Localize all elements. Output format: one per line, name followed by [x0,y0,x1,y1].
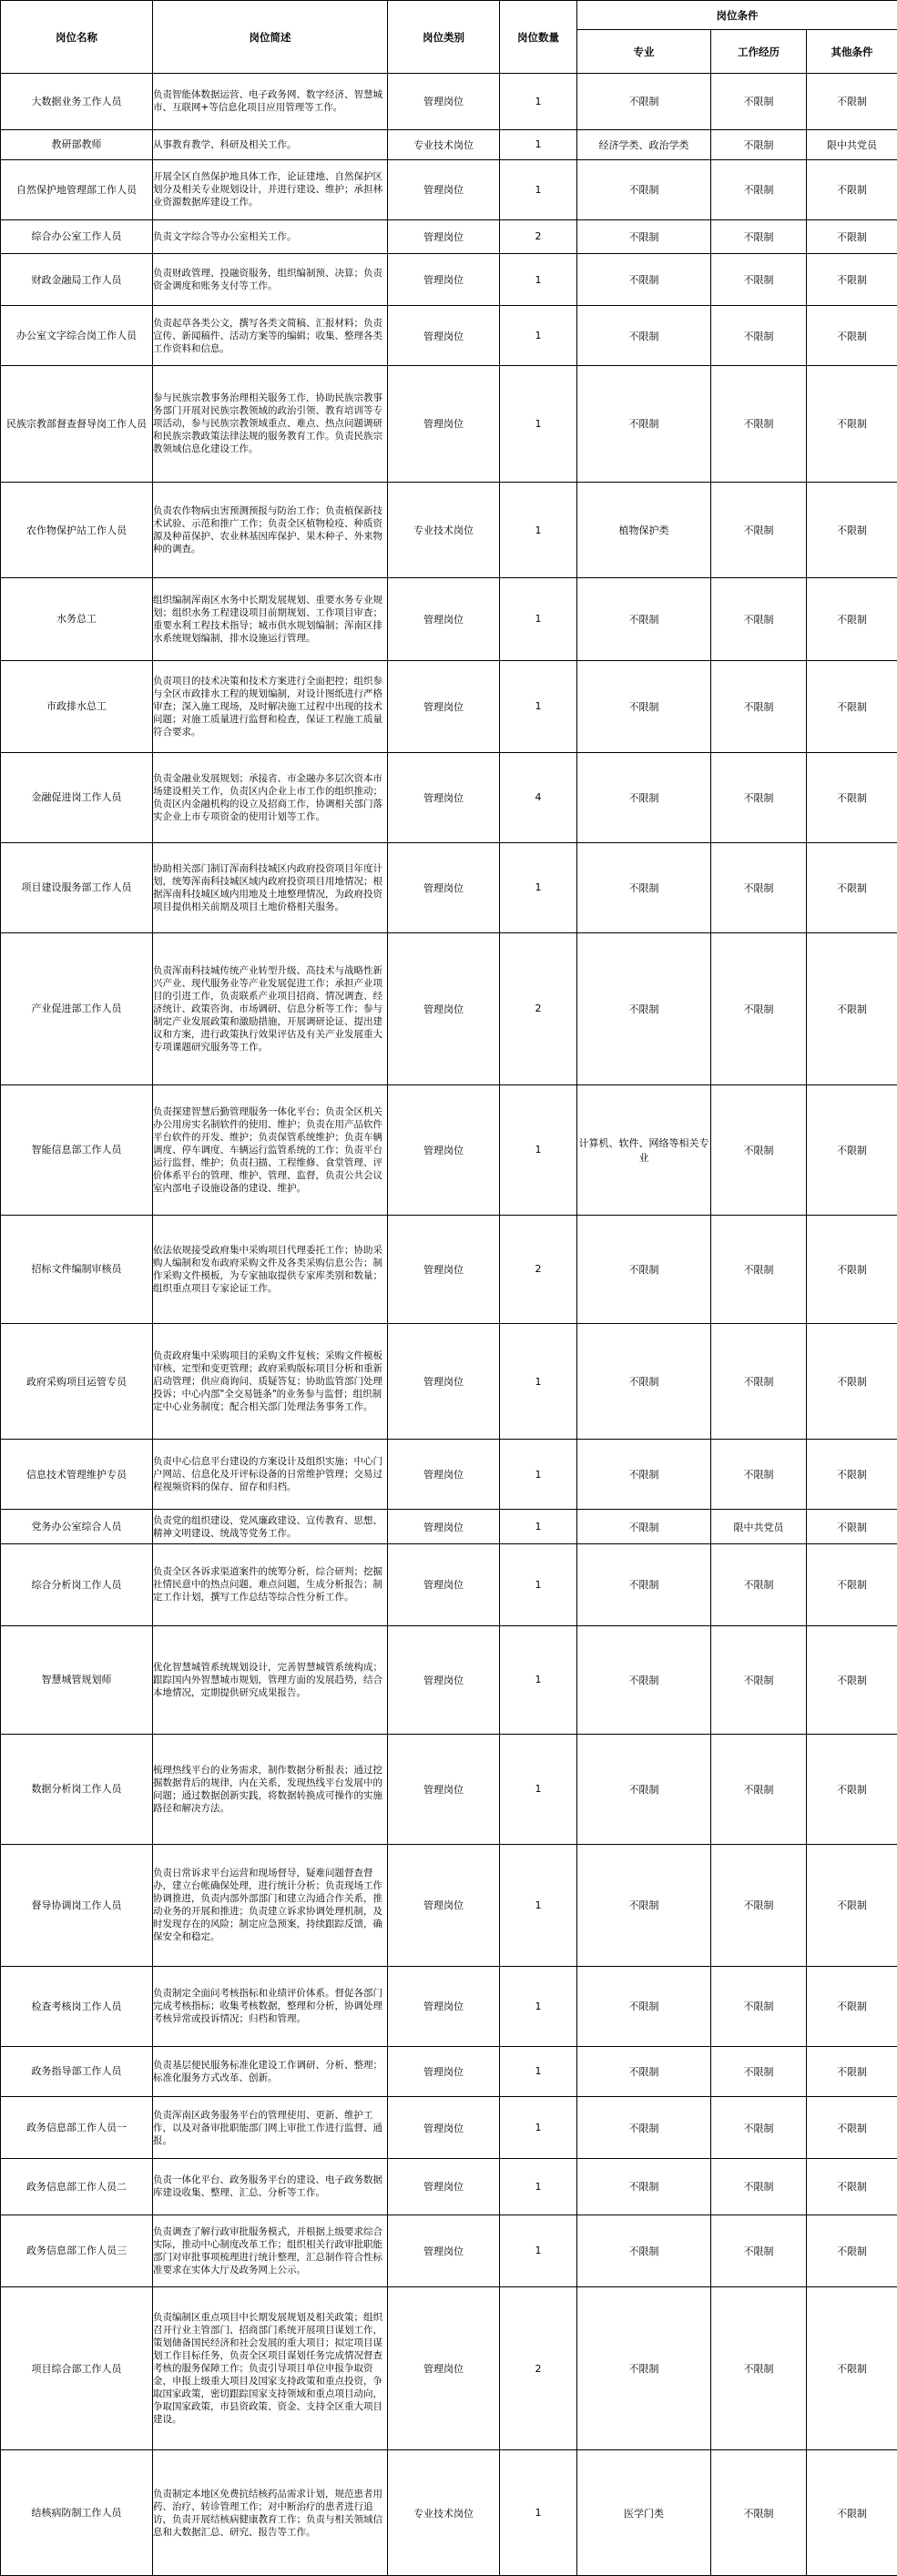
table-row [1,752,897,842]
job-name: 自然保护地管理部工作人员 [1,159,153,219]
job-experience: 限中共党员 [711,1510,807,1543]
table-row [1,2286,897,2449]
job-category: 管理岗位 [388,1543,500,1625]
job-count: 1 [500,660,577,752]
job-category: 管理岗位 [388,1084,500,1215]
job-experience: 不限制 [711,1543,807,1625]
job-description: 梳理热线平台的业务需求，制作数据分析报表；通过挖掘数据背后的规律，内在关系，发现热线平台发展中的问题；通过数据创新实践，将数据转换成可操作的实施路径和解决方法。 [153,1734,388,1844]
job-name: 金融促进岗工作人员 [1,752,153,842]
job-name: 项目综合部工作人员 [1,2286,153,2449]
job-name: 检查考核岗工作人员 [1,1966,153,2046]
header-major: 专业 [577,30,711,74]
job-name: 政务信息部工作人员三 [1,2215,153,2286]
job-category: 管理岗位 [388,1966,500,2046]
job-count: 1 [500,253,577,305]
job-experience: 不限制 [711,253,807,305]
job-experience: 不限制 [711,2159,807,2215]
job-description: 负责浑南区政务服务平台的管理使用、更新、维护工作，以及对备审批职能部门网上审批工作进行监督、通报。 [153,2096,388,2158]
job-experience: 不限制 [711,2450,807,2576]
job-description: 负责党的组织建设、党风廉政建设、宣传教育、思想、精神文明建设、统战等党务工作。 [153,1510,388,1543]
job-count: 1 [500,1543,577,1625]
header-other: 其他条件 [807,30,897,74]
job-experience: 不限制 [711,2286,807,2449]
job-description: 负责日常诉求平台运营和现场督导，疑难问题督查督办，建立台帐确保处理，进行统计分析；负责现场工作协调推进，负责内部外部部门和建立沟通合作关系，推动业务的开展和推进；负责建立诉求协调处理机制，及时发现存在的风险；制定应急预案，持续跟踪反馈，确保安全和稳定。 [153,1844,388,1966]
job-major: 不限制 [577,159,711,219]
job-experience: 不限制 [711,129,807,159]
job-count: 1 [500,1440,577,1510]
job-name: 结核病防制工作人员 [1,2450,153,2576]
job-category: 管理岗位 [388,1323,500,1440]
job-major: 不限制 [577,660,711,752]
job-name: 教研部教师 [1,129,153,159]
job-description: 负责探建智慧后勤管理服务一体化平台；负责全区机关办公用房实名制软件的使用、维护；负责在用产品软件平台软件的开发、维护；负责保管系统维护；负责车辆调度、停车调度、车辆运行监管系统的工作；负责平台运行监督、维护；负责扫描、工程维修、食堂管理、评价体系平台的管理、维护、管理、监督，负责公共会议室内部电子设施设备的建设、维护。 [153,1084,388,1215]
job-category: 管理岗位 [388,219,500,253]
header-conditions: 岗位条件 [577,1,897,30]
job-name: 市政排水总工 [1,660,153,752]
job-experience: 不限制 [711,660,807,752]
job-major: 不限制 [577,1734,711,1844]
job-other-condition: 不限制 [807,159,897,219]
job-category: 管理岗位 [388,842,500,932]
job-category: 管理岗位 [388,660,500,752]
job-experience: 不限制 [711,752,807,842]
job-other-condition: 不限制 [807,366,897,483]
job-major: 不限制 [577,2159,711,2215]
job-experience: 不限制 [711,1844,807,1966]
job-other-condition: 不限制 [807,2215,897,2286]
table-row [1,1734,897,1844]
job-count: 1 [500,74,577,130]
job-major: 不限制 [577,253,711,305]
job-other-condition: 不限制 [807,2159,897,2215]
job-other-condition: 不限制 [807,1844,897,1966]
job-name: 智慧城管规划师 [1,1625,153,1734]
job-other-condition: 限中共党员 [807,129,897,159]
job-major: 不限制 [577,366,711,483]
job-description: 负责金融业发展规划；承接省、市金融办多层次资本市场建设相关工作，负责区内企业上市工作的组织推动；负责区内金融机构的设立及招商工作，协调相关部门落实企业上市专项资金的使用计划等工作。 [153,752,388,842]
job-category: 管理岗位 [388,74,500,130]
job-other-condition: 不限制 [807,2096,897,2158]
header-category: 岗位类别 [388,1,500,74]
table-row [1,842,897,932]
job-other-condition: 不限制 [807,1440,897,1510]
table-row [1,129,897,159]
table-row [1,482,897,578]
header-count: 岗位数量 [500,1,577,74]
job-experience: 不限制 [711,482,807,578]
job-major: 不限制 [577,2096,711,2158]
header-description: 岗位简述 [153,1,388,74]
table-row [1,2096,897,2158]
table-row [1,366,897,483]
job-name: 办公室文字综合岗工作人员 [1,306,153,366]
table-row [1,306,897,366]
job-major: 不限制 [577,219,711,253]
job-experience: 不限制 [711,366,807,483]
job-major: 不限制 [577,752,711,842]
job-name: 数据分析岗工作人员 [1,1734,153,1844]
job-other-condition: 不限制 [807,1543,897,1625]
job-experience: 不限制 [711,219,807,253]
job-major: 不限制 [577,1625,711,1734]
job-experience: 不限制 [711,1440,807,1510]
job-other-condition: 不限制 [807,1323,897,1440]
table-row [1,2046,897,2096]
job-category: 管理岗位 [388,578,500,660]
job-name: 政务信息部工作人员一 [1,2096,153,2158]
job-description: 负责政府集中采购项目的采购文件复核；采购文件模板审核、定型和变更管理；政府采购版标项目分析和重新启动管理；供应商询问、质疑答复；协助监管部门处理投诉；中心内部"全交易链条"的业务参与监督；组织制定中心业务制度；配合相关部门处理法务事务工作。 [153,1323,388,1440]
job-major: 不限制 [577,1215,711,1323]
job-count: 2 [500,2286,577,2449]
table-row [1,1510,897,1543]
job-experience: 不限制 [711,842,807,932]
job-experience: 不限制 [711,159,807,219]
job-name: 政府采购项目运管专员 [1,1323,153,1440]
job-category: 管理岗位 [388,306,500,366]
job-category: 管理岗位 [388,2215,500,2286]
job-experience: 不限制 [711,306,807,366]
job-experience: 不限制 [711,1084,807,1215]
job-description: 负责智能体数据运营、电子政务网、数字经济、智慧城市、互联网+等信息化项目应用管理等工作。 [153,74,388,130]
job-category: 管理岗位 [388,366,500,483]
job-description: 负责编制区重点项目中长期发展规划及相关政策；组织召开行业主管部门、招商部门系统开展项目谋划工作，策划储备国民经济和社会发展的重大项目；拟定项目谋划工作目标任务，负责全区项目谋划任务完成情况督查考核的服务保障工作；负责引导项目单位申报争取资金，申报上级重大项目及国家支持政策和重点投资，争取国家政策，密切跟踪国家支持领域和重点项目动向，争取国家政策，市县资政策、资金、支持全区重大项目建设。 [153,2286,388,2449]
table-header-row [1,1,897,30]
job-category: 管理岗位 [388,1510,500,1543]
job-major: 不限制 [577,1510,711,1543]
job-name: 大数据业务工作人员 [1,74,153,130]
job-other-condition: 不限制 [807,752,897,842]
job-other-condition: 不限制 [807,2286,897,2449]
job-name: 招标文件编制审核员 [1,1215,153,1323]
job-count: 1 [500,2046,577,2096]
job-count: 1 [500,1625,577,1734]
job-major: 不限制 [577,74,711,130]
job-category: 管理岗位 [388,1844,500,1966]
table-row [1,1625,897,1734]
job-description: 负责全区各诉求渠道案件的统筹分析，综合研判；挖掘社情民意中的热点问题、难点问题，生成分析报告；制定工作计划，撰写工作总结等综合性分析工作。 [153,1543,388,1625]
job-other-condition: 不限制 [807,660,897,752]
job-category: 管理岗位 [388,2159,500,2215]
job-count: 4 [500,752,577,842]
job-name: 综合办公室工作人员 [1,219,153,253]
job-major: 医学门类 [577,2450,711,2576]
job-category: 管理岗位 [388,752,500,842]
job-count: 1 [500,129,577,159]
job-count: 1 [500,159,577,219]
job-count: 1 [500,2159,577,2215]
table-row [1,1084,897,1215]
job-major: 不限制 [577,1844,711,1966]
job-name: 产业促进部工作人员 [1,932,153,1084]
job-count: 2 [500,932,577,1084]
job-name: 财政金融局工作人员 [1,253,153,305]
job-name: 政务指导部工作人员 [1,2046,153,2096]
job-count: 1 [500,1734,577,1844]
job-other-condition: 不限制 [807,1215,897,1323]
header-experience: 工作经历 [711,30,807,74]
job-name: 综合分析岗工作人员 [1,1543,153,1625]
job-major: 经济学类、政治学类 [577,129,711,159]
job-category: 管理岗位 [388,1625,500,1734]
job-experience: 不限制 [711,1323,807,1440]
job-experience: 不限制 [711,2096,807,2158]
job-category: 专业技术岗位 [388,482,500,578]
table-row [1,578,897,660]
job-category: 管理岗位 [388,2046,500,2096]
job-category: 管理岗位 [388,1734,500,1844]
job-major: 不限制 [577,1440,711,1510]
job-description: 依法依规接受政府集中采购项目代理委托工作；协助采购人编制和发布政府采购文件及各类采购信息公告；制作采购文件模板，为专家抽取提供专家库类别和数量；组织重点项目专家论证工作。 [153,1215,388,1323]
job-name: 党务办公室综合人员 [1,1510,153,1543]
job-count: 2 [500,219,577,253]
job-description: 负责一体化平台、政务服务平台的建设、电子政务数据库建设收集、整理、汇总、分析等工作。 [153,2159,388,2215]
job-category: 管理岗位 [388,2286,500,2449]
job-description: 组织编制浑南区水务中长期发展规划、重要水务专业规划；组织水务工程建设项目前期规划、工作项目审查；重要水利工程技术指导；城市供水规划编制；浑南区排水系统规划编制，排水设施运行管理。 [153,578,388,660]
job-count: 1 [500,482,577,578]
job-name: 民族宗教部督查督导岗工作人员 [1,366,153,483]
job-count: 1 [500,366,577,483]
table-row [1,74,897,130]
table-row [1,932,897,1084]
job-name: 督导协调岗工作人员 [1,1844,153,1966]
job-experience: 不限制 [711,1734,807,1844]
job-count: 1 [500,1084,577,1215]
job-other-condition: 不限制 [807,2450,897,2576]
job-description: 负责农作物病虫害预测预报与防治工作；负责植保新技术试验、示范和推广工作；负责全区植物检疫、种质资源及种苗保护、农业林基因库保护、果木种子、外来物种的调查。 [153,482,388,578]
job-count: 1 [500,2450,577,2576]
table-row [1,1215,897,1323]
job-major: 不限制 [577,1966,711,2046]
table-row [1,1543,897,1625]
table-row [1,1966,897,2046]
job-description: 负责制定全面问考核指标和业绩评价体系。督促各部门完成考核指标；收集考核数据，整理和分析，协调处理考核异常或投诉情况；归档和管理。 [153,1966,388,2046]
job-category: 管理岗位 [388,932,500,1084]
job-count: 2 [500,1215,577,1323]
table-row [1,1440,897,1510]
job-description: 协助相关部门制订浑南科技城区内政府投资项目年度计划，统筹浑南科技城区域内政府投资项目用地情况；根据浑南科技城区域内用地及土地整理情况，为政府投资项目提供相关前期及项目土地价格相关服务。 [153,842,388,932]
job-count: 1 [500,842,577,932]
job-count: 1 [500,1966,577,2046]
job-major: 不限制 [577,932,711,1084]
job-other-condition: 不限制 [807,306,897,366]
job-name: 项目建设服务部工作人员 [1,842,153,932]
table-row [1,2215,897,2286]
job-category: 管理岗位 [388,2096,500,2158]
job-other-condition: 不限制 [807,1734,897,1844]
job-count: 1 [500,1510,577,1543]
job-count: 1 [500,2215,577,2286]
job-category: 专业技术岗位 [388,129,500,159]
job-major: 植物保护类 [577,482,711,578]
job-other-condition: 不限制 [807,932,897,1084]
job-description: 优化智慧城管系统规划设计，完善智慧城管系统构成；跟踪国内外智慧城市规划，管理方面的发展趋势，结合本地情况，定期提供研究成果报告。 [153,1625,388,1734]
job-count: 1 [500,578,577,660]
job-description: 负责基层便民服务标准化建设工作调研、分析、整理；标准化服务方式改革、创新。 [153,2046,388,2096]
job-count: 1 [500,2096,577,2158]
table-row [1,1844,897,1966]
job-count: 1 [500,1323,577,1440]
job-count: 1 [500,306,577,366]
job-description: 参与民族宗教事务治理相关服务工作，协助民族宗教事务部门开展对民族宗教领域的政治引领、教育培训等专项活动，参与民族宗教领域重点、难点、热点问题调研和民族宗教政策法律法规的服务教育工作。负责民族宗教领域信息化建设工作。 [153,366,388,483]
job-category: 专业技术岗位 [388,2450,500,2576]
job-experience: 不限制 [711,2215,807,2286]
job-category: 管理岗位 [388,159,500,219]
job-count: 1 [500,1844,577,1966]
table-row [1,2450,897,2576]
job-name: 智能信息部工作人员 [1,1084,153,1215]
job-experience: 不限制 [711,1215,807,1323]
job-name: 农作物保护站工作人员 [1,482,153,578]
job-category: 管理岗位 [388,1215,500,1323]
job-other-condition: 不限制 [807,1966,897,2046]
job-description: 负责浑南科技城传统产业转型升级、高技术与战略性新兴产业、现代服务业等产业发展促进工作；承担产业项目的引进工作，负责联系产业项目招商、情况调查、经济统计、政策咨询、市场调研、信息分析等工作；参与制定产业发展政策和激励措施，开展调研论证、提出建议和方案，进行政策执行效果评估及有关产业发展重大专项课题研究服务等工作。 [153,932,388,1084]
job-name: 信息技术管理维护专员 [1,1440,153,1510]
job-other-condition: 不限制 [807,74,897,130]
job-name: 政务信息部工作人员二 [1,2159,153,2215]
job-major: 不限制 [577,1323,711,1440]
header-name: 岗位名称 [1,1,153,74]
job-rows [1,74,897,2576]
job-experience: 不限制 [711,2046,807,2096]
job-major: 不限制 [577,1543,711,1625]
job-major: 不限制 [577,2215,711,2286]
job-experience: 不限制 [711,1625,807,1734]
job-name: 水务总工 [1,578,153,660]
job-description: 负责项目的技术决策和技术方案进行全面把控；组织参与全区市政排水工程的规划编制，对设计图纸进行严格审查；深入施工现场，及时解决施工过程中出现的技术问题；对施工质量进行监督和检查，保证工程施工质量符合要求。 [153,660,388,752]
job-major: 不限制 [577,842,711,932]
job-description: 负责财政管理、投融资服务，组织编制预、决算；负责资金调度和账务支付等工作。 [153,253,388,305]
job-other-condition: 不限制 [807,2046,897,2096]
job-other-condition: 不限制 [807,482,897,578]
job-experience: 不限制 [711,578,807,660]
job-category: 管理岗位 [388,1440,500,1510]
job-description: 负责起草各类公文，撰写各类文简稿、汇报材料；负责宣传、新闻稿件、活动方案等的编辑；收集、整理各类工作资料和信息。 [153,306,388,366]
job-major: 不限制 [577,2286,711,2449]
job-other-condition: 不限制 [807,253,897,305]
job-major: 不限制 [577,2046,711,2096]
job-description: 负责调查了解行政审批服务模式，并根据上级要求综合实际，推动中心制度改革工作；组织相关行政审批职能部门对审批事项梳理进行统计整理，汇总制作符合性标准要求在实体大厅及政务网上公示。 [153,2215,388,2286]
job-description: 从事教育教学、科研及相关工作。 [153,129,388,159]
table-row [1,1323,897,1440]
job-experience: 不限制 [711,74,807,130]
job-other-condition: 不限制 [807,842,897,932]
job-experience: 不限制 [711,932,807,1084]
table-row [1,219,897,253]
job-major: 不限制 [577,578,711,660]
job-major: 计算机、软件、网络等相关专业 [577,1084,711,1215]
job-other-condition: 不限制 [807,219,897,253]
table-row [1,159,897,219]
table-row [1,253,897,305]
job-experience: 不限制 [711,1966,807,2046]
job-other-condition: 不限制 [807,1084,897,1215]
job-other-condition: 不限制 [807,578,897,660]
job-other-condition: 不限制 [807,1510,897,1543]
job-description: 负责制定本地区免费抗结核药品需求计划，规范患者用药、治疗、转诊管理工作；对中断治疗的患者进行追访，负责开展结核病健康教育工作；负责与相关领域信息和大数据汇总、研究、报告等工作。 [153,2450,388,2576]
job-description: 负责文字综合等办公室相关工作。 [153,219,388,253]
table-row [1,2159,897,2215]
job-description: 负责中心信息平台建设的方案设计及组织实施；中心门户网站、信息化及开评标设备的日常维护管理；交易过程视频资料的保存、留存和归档。 [153,1440,388,1510]
job-other-condition: 不限制 [807,1625,897,1734]
job-major: 不限制 [577,306,711,366]
job-category: 管理岗位 [388,253,500,305]
table-row [1,660,897,752]
job-description: 开展全区自然保护地具体工作，论证建地、自然保护区划分及相关专业规划设计，并进行建设、维护；承担林业资源数据库建设工作。 [153,159,388,219]
